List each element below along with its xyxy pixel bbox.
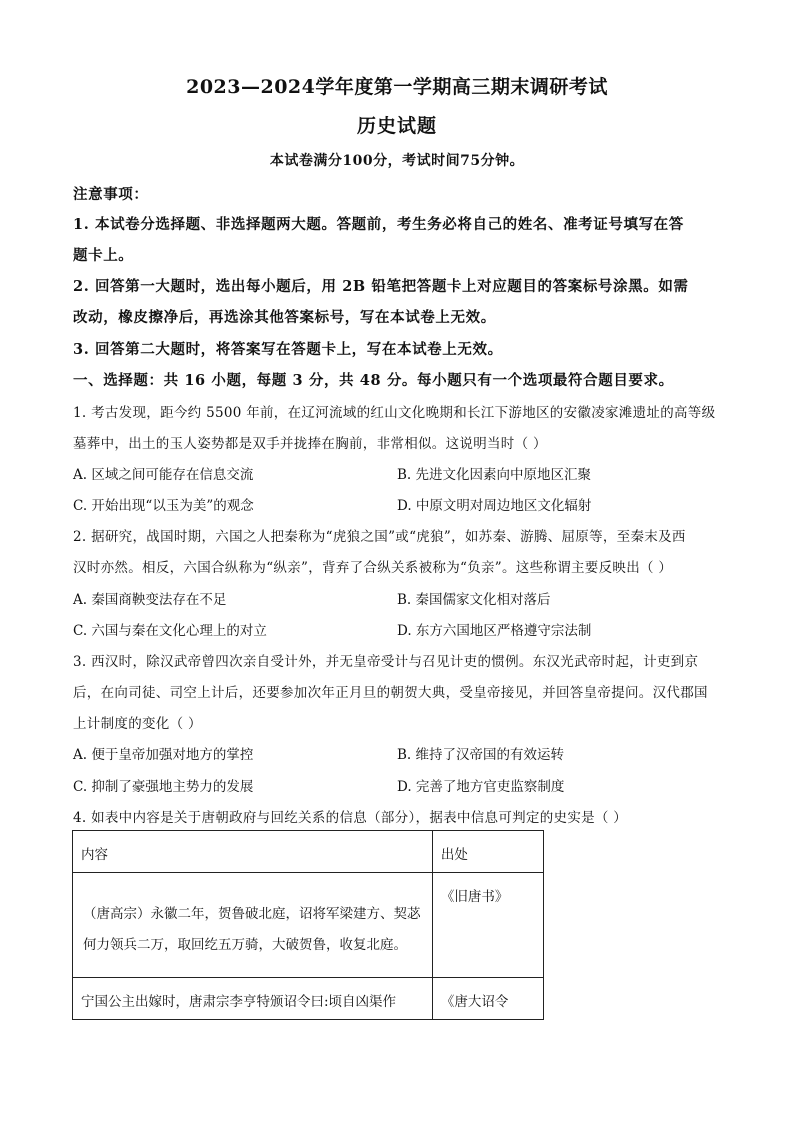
question-1-option-b: B. 先进文化因素向中原地区汇聚 [397, 467, 592, 483]
question-1-option-a: A. 区域之间可能存在信息交流 [73, 467, 254, 483]
question-3-line-2: 后，在向司徒、司空上计后，还要参加次年正月旦的朝贺大典，受皇帝接见，并回答皇帝提问。汉代郡国 [73, 685, 708, 701]
table-row-1-source [432, 873, 543, 978]
table-row-1-line-2: 何力领兵二万，取回纥五万骑，大破贺鲁，收复北庭。 [83, 937, 407, 953]
note-1-line-1: 1. 本试卷分选择题、非选择题两大题。答题前，考生务必将自己的姓名、准考证号填写在答 [73, 216, 684, 233]
question-1-option-c: C. 开始出现“以玉为美”的观念 [73, 498, 254, 514]
table-row-1-source-text: 《旧唐书》 [440, 889, 509, 905]
table-header-source [432, 831, 543, 873]
question-3-option-c: C. 抑制了豪强地主势力的发展 [73, 779, 254, 795]
table-row-2-source [432, 978, 543, 1020]
table-header-content [73, 831, 433, 873]
question-2-option-b: B. 秦国儒家文化相对落后 [397, 592, 551, 608]
question-4-table [72, 830, 544, 1020]
question-3-line-1: 3. 西汉时，除汉武帝曾四次亲自受计外，并无皇帝受计与召见计吏的惯例。东汉光武帝时起，计吏到京 [73, 654, 699, 670]
table-row [73, 873, 544, 978]
question-2-option-d: D. 东方六国地区严格遵守宗法制 [397, 623, 592, 639]
question-3-line-3: 上计制度的变化（ ） [73, 716, 202, 732]
note-3-line-1: 3. 回答第二大题时，将答案写在答题卡上，写在本试卷上无效。 [73, 341, 503, 358]
table-row-2-content [73, 978, 433, 1020]
table-row-2-content-text: 宁国公主出嫁时，唐肃宗李亨特颁诏令曰:顷自凶渠作 [81, 994, 397, 1010]
question-2-line-2: 汉时亦然。相反，六国合纵称为“纵亲”，背弃了合纵关系被称为“负亲”。这些称谓主要反映出（ ） [73, 560, 673, 576]
table-row-1-content [73, 873, 433, 978]
subject-title: 历史试题 [356, 115, 437, 137]
note-2-line-1: 2. 回答第一大题时，选出每小题后，用 2B 铅笔把答题卡上对应题目的答案标号涂黑。如需 [73, 278, 689, 295]
section-1-heading: 一、选择题：共 16 小题，每题 3 分，共 48 分。每小题只有一个选项最符合题目要求。 [73, 372, 674, 389]
question-3-option-d: D. 完善了地方官吏监察制度 [397, 779, 565, 795]
note-1-line-2: 题卡上。 [73, 247, 134, 264]
question-1-line-1: 1. 考古发现，距今约 5500 年前，在辽河流域的红山文化晚期和长江下游地区的安徽凌家滩遗址的高等级 [73, 405, 716, 421]
question-1-option-d: D. 中原文明对周边地区文化辐射 [397, 498, 592, 514]
question-1-line-2: 墓葬中，出土的玉人姿势都是双手并拢捧在胸前，非常相似。这说明当时（ ） [73, 436, 547, 452]
exam-info: 本试卷满分100分，考试时间75分钟。 [269, 153, 525, 169]
table-row-1-line-1: （唐高宗）永徽二年，贺鲁破北庭，诏将军梁建方、契苾 [83, 906, 421, 922]
question-3-option-b: B. 维持了汉帝国的有效运转 [397, 747, 565, 763]
question-3-option-a: A. 便于皇帝加强对地方的掌控 [73, 747, 254, 763]
table-header-row [73, 831, 544, 873]
exam-title: 2023—2024学年度第一学期高三期末调研考试 [186, 76, 608, 98]
notes-heading: 注意事项： [73, 186, 149, 203]
table-row [73, 978, 544, 1020]
question-4-line-1: 4. 如表中内容是关于唐朝政府与回纥关系的信息（部分），据表中信息可判定的史实是（ ） [73, 810, 628, 826]
note-2-line-2: 改动，橡皮擦净后，再选涂其他答案标号，写在本试卷上无效。 [73, 309, 496, 326]
table-header-content-label: 内容 [81, 847, 108, 863]
question-2-option-c: C. 六国与秦在文化心理上的对立 [73, 623, 267, 639]
question-2-line-1: 2. 据研究，战国时期，六国之人把秦称为“虎狼之国”或“虎狼”，如苏秦、游腾、屈原等，至秦末及西 [73, 529, 686, 545]
table-row-2-source-text: 《唐大诏令 [440, 994, 509, 1010]
question-2-option-a: A. 秦国商鞅变法存在不足 [73, 592, 227, 608]
table-header-source-label: 出处 [440, 847, 468, 863]
